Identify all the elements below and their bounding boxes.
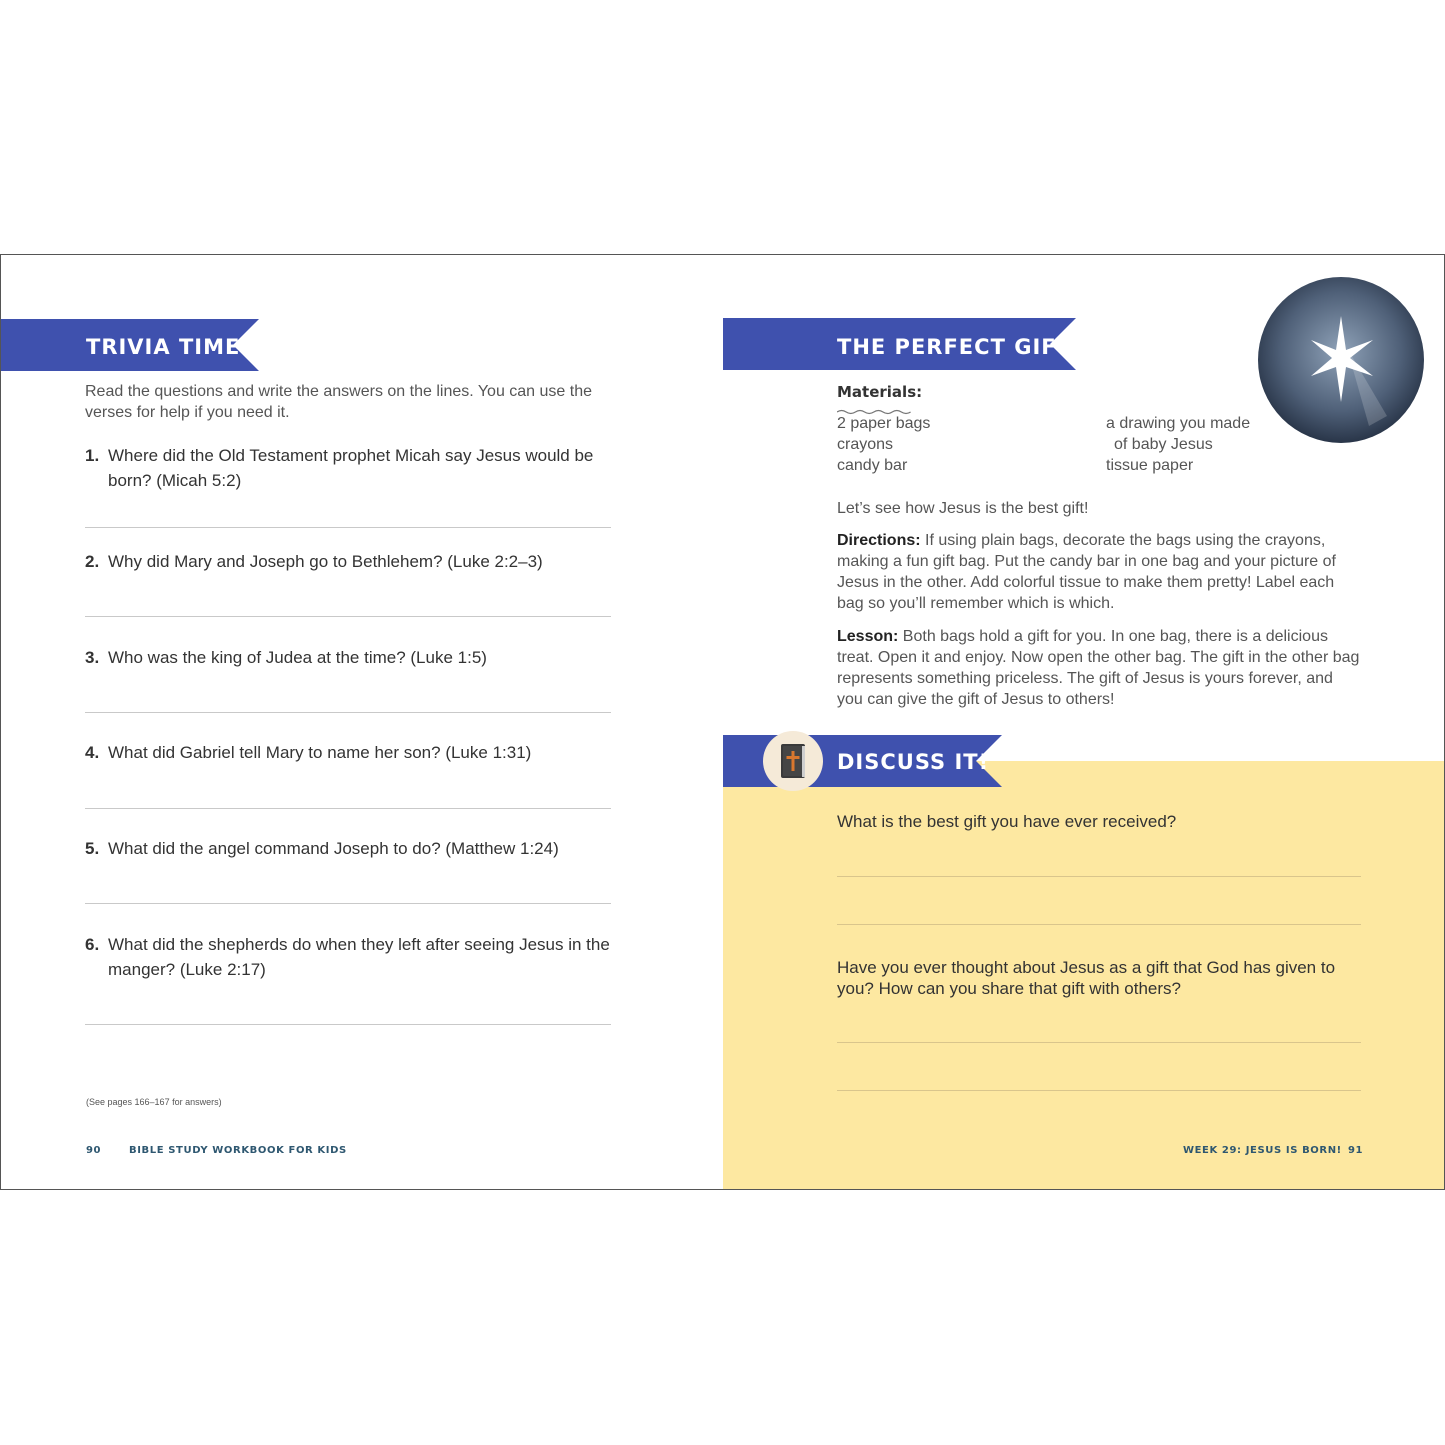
question-2 — [85, 549, 615, 574]
discuss-title: DISCUSS IT! — [837, 750, 990, 774]
answer-line-1[interactable] — [85, 527, 611, 528]
lesson-label: Lesson: — [837, 628, 899, 645]
discuss-question-2: Have you ever thought about Jesus as a gift that God has given to you? How can you share that gift with others? — [837, 958, 1336, 998]
question-5 — [85, 836, 615, 861]
question-1 — [85, 443, 615, 493]
question-number: 5. — [85, 839, 100, 858]
question-number: 6. — [85, 935, 100, 954]
book-spread — [0, 254, 1445, 1190]
lead-text: Let’s see how Jesus is the best gift! — [837, 500, 1089, 517]
directions-label: Directions: — [837, 532, 921, 549]
answer-line-2[interactable] — [85, 616, 611, 617]
material-item: candy bar — [837, 457, 908, 474]
discuss-line-4[interactable] — [837, 1090, 1361, 1091]
answer-line-4[interactable] — [85, 808, 611, 809]
answer-line-5[interactable] — [85, 903, 611, 904]
question-number: 4. — [85, 743, 100, 762]
lesson-text: Both bags hold a gift for you. In one bag, there is a delicious treat. Open it and enjoy. Now open the other bag. The gift in the other bag represents something priceless. The gift of Jesus is yours forever, and you can give the gift of Jesus to others! — [837, 628, 1360, 708]
trivia-intro: Read the questions and write the answers on the lines. You can use the verses for help if you need it. — [85, 383, 593, 421]
materials-list-1 — [837, 413, 930, 476]
discuss-line-3[interactable] — [837, 1042, 1361, 1043]
question-text: Who was the king of Judea at the time? (Luke 1:5) — [108, 648, 487, 667]
running-title-right: WEEK 29: JESUS IS BORN! — [1183, 1145, 1342, 1156]
question-number: 1. — [85, 446, 100, 465]
lesson-paragraph — [837, 626, 1362, 710]
discuss-line-2[interactable] — [837, 924, 1361, 925]
question-text: What did Gabriel tell Mary to name her son? (Luke 1:31) — [108, 743, 532, 762]
page-number-right: 91 — [1348, 1145, 1364, 1156]
material-item: of baby Jesus — [1114, 436, 1213, 453]
question-text: What did the shepherds do when they left after seeing Jesus in the manger? (Luke 2:17) — [108, 935, 610, 979]
material-item: tissue paper — [1106, 457, 1194, 474]
trivia-title: TRIVIA TIME — [86, 335, 241, 359]
material-item: 2 paper bags — [837, 415, 931, 432]
question-3 — [85, 645, 615, 670]
star-circle-icon — [1257, 276, 1425, 444]
directions-text: If using plain bags, decorate the bags using the crayons, making a fun gift bag. Put the candy bar in one bag and your picture of Jesus in the other. Add colorful tissue to make them pretty! Label each bag so you’ll remember which is which. — [837, 532, 1336, 612]
answers-note: (See pages 166–167 for answers) — [86, 1097, 222, 1107]
question-4 — [85, 740, 615, 765]
materials-underline — [837, 402, 911, 408]
page-number-left: 90 — [86, 1145, 102, 1156]
bible-icon — [762, 730, 824, 792]
question-6 — [85, 932, 615, 982]
directions-paragraph — [837, 530, 1362, 614]
answer-line-6[interactable] — [85, 1024, 611, 1025]
materials-list-2 — [1106, 413, 1250, 476]
answer-line-3[interactable] — [85, 712, 611, 713]
discuss-line-1[interactable] — [837, 876, 1361, 877]
question-text: Where did the Old Testament prophet Micah say Jesus would be born? (Micah 5:2) — [108, 446, 594, 490]
discuss-question-1: What is the best gift you have ever received? — [837, 812, 1177, 831]
materials-label: Materials: — [837, 383, 923, 401]
perfect-gift-title: THE PERFECT GIFT — [837, 335, 1072, 359]
running-title-left: BIBLE STUDY WORKBOOK FOR KIDS — [129, 1145, 347, 1156]
question-text: Why did Mary and Joseph go to Bethlehem? (Luke 2:2–3) — [108, 552, 543, 571]
material-item: crayons — [837, 436, 894, 453]
question-text: What did the angel command Joseph to do? (Matthew 1:24) — [108, 839, 559, 858]
question-number: 2. — [85, 552, 100, 571]
question-number: 3. — [85, 648, 100, 667]
material-item: a drawing you made — [1106, 415, 1251, 432]
